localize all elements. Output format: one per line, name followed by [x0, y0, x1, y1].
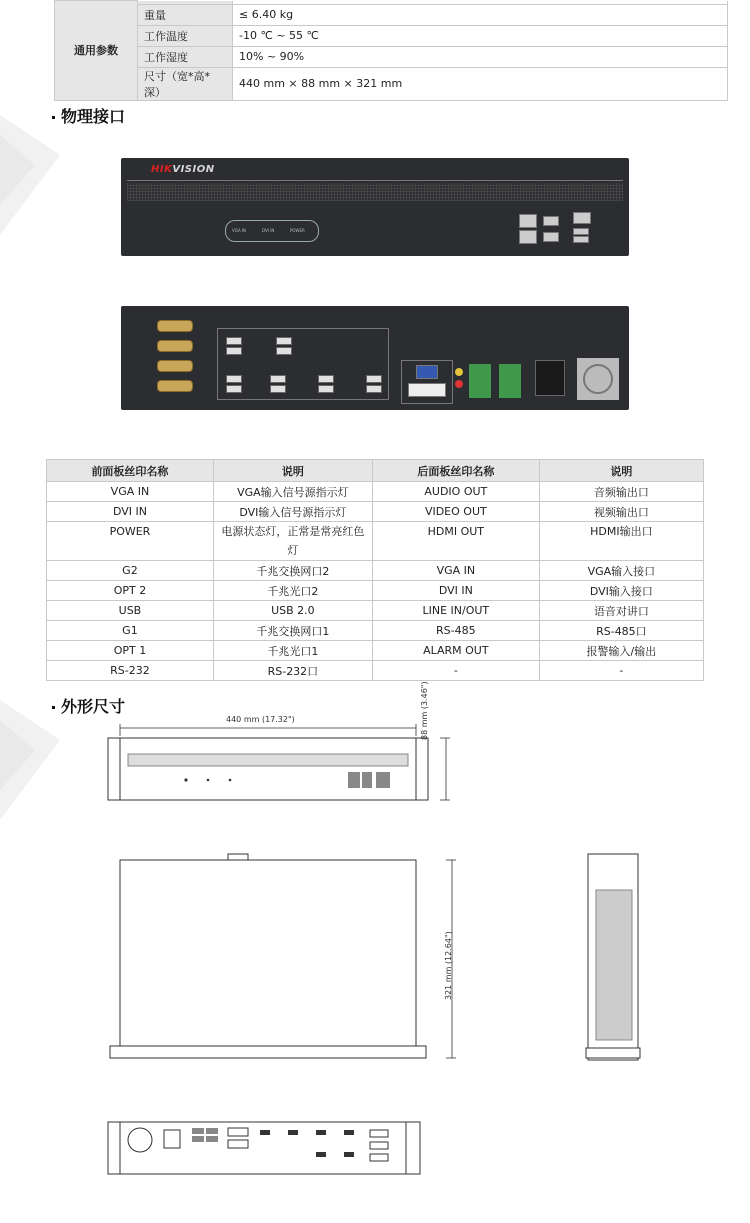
bullet-icon: [52, 706, 55, 709]
depth-dimension-label: 321 mm (12.64"): [444, 931, 453, 1000]
hdmi-port-icon: [226, 347, 242, 355]
terminal-block-icon: [469, 364, 491, 398]
table-row: [47, 502, 704, 522]
dsub-connector-icon: [157, 380, 193, 392]
audio-jack-icon: [455, 380, 463, 388]
dvi-port-icon: [408, 383, 446, 397]
table-row: [47, 482, 704, 502]
section-heading-dimensions: 外形尺寸: [52, 694, 125, 717]
width-dimension-label: 440 mm (17.32"): [226, 715, 295, 724]
vent-grille: [127, 183, 623, 201]
table-cell: ALARM OUT: [372, 641, 539, 661]
interface-table: [46, 459, 704, 681]
terminal-block-icon: [499, 364, 521, 398]
table-cell: 电源状态灯，正常是常亮红色灯: [213, 522, 372, 561]
power-inlet-icon: [535, 360, 565, 396]
table-cell: RS-232: [47, 661, 214, 681]
bullet-icon: [52, 116, 55, 119]
table-cell: HDMI OUT: [372, 522, 539, 561]
hdmi-port-icon: [318, 375, 334, 383]
column-header: 后面板丝印名称: [372, 460, 539, 482]
hdmi-port-icon: [366, 385, 382, 393]
spec-value: -10 ℃ ~ 55 ℃: [233, 25, 728, 46]
table-cell: 音频输出口: [539, 482, 703, 502]
spec-key: 工作温度: [138, 25, 233, 46]
table-cell: OPT 2: [47, 581, 214, 601]
hdmi-port-icon: [270, 385, 286, 393]
general-spec-table: [54, 0, 728, 101]
table-cell: USB 2.0: [213, 601, 372, 621]
rear-dimension-drawing: [104, 1118, 444, 1178]
height-dimension-label: 88 mm (3.46"): [420, 681, 429, 740]
rs232-port-icon: [573, 212, 591, 224]
table-row: [55, 46, 728, 67]
dsub-connector-icon: [157, 360, 193, 372]
fan-icon: [577, 358, 619, 400]
table-cell: DVI输入接口: [539, 581, 703, 601]
front-panel-image: [121, 158, 629, 256]
optical-port-icon: [543, 216, 559, 226]
table-row: [55, 4, 728, 25]
usb-port-icon: [573, 236, 589, 243]
dsub-connector-icon: [157, 340, 193, 352]
table-cell: 千兆交换网口1: [213, 621, 372, 641]
table-row: [47, 561, 704, 581]
table-row: [47, 581, 704, 601]
hdmi-port-icon: [270, 375, 286, 383]
table-cell: OPT 1: [47, 641, 214, 661]
vga-port-icon: [416, 365, 438, 379]
table-row: [47, 522, 704, 561]
hdmi-port-icon: [366, 375, 382, 383]
table-cell: RS-485: [372, 621, 539, 641]
table-cell: 千兆光口1: [213, 641, 372, 661]
table-row: [47, 601, 704, 621]
table-cell: AUDIO OUT: [372, 482, 539, 502]
column-header: 前面板丝印名称: [47, 460, 214, 482]
table-cell: HDMI输出口: [539, 522, 703, 561]
top-dimension-drawing: [100, 850, 470, 1070]
table-cell: 报警输入/输出: [539, 641, 703, 661]
table-cell: DVI输入信号源指示灯: [213, 502, 372, 522]
table-cell: G1: [47, 621, 214, 641]
table-cell: -: [539, 661, 703, 681]
table-row: [55, 25, 728, 46]
vga-dvi-area: [401, 360, 453, 404]
hdmi-port-icon: [318, 385, 334, 393]
spec-key: 尺寸（宽*高*深）: [138, 67, 233, 100]
ethernet-port-icon: [519, 230, 537, 244]
audio-jack-icon: [455, 368, 463, 376]
hdmi-port-icon: [276, 337, 292, 345]
rear-panel-image: [121, 306, 629, 410]
table-cell: DVI IN: [372, 581, 539, 601]
table-cell: VGA IN: [47, 482, 214, 502]
table-cell: G2: [47, 561, 214, 581]
table-cell: VGA IN: [372, 561, 539, 581]
table-cell: 千兆交换网口2: [213, 561, 372, 581]
usb-port-icon: [573, 228, 589, 235]
spec-value: 10% ~ 90%: [233, 46, 728, 67]
spec-key: 工作湿度: [138, 46, 233, 67]
table-cell: LINE IN/OUT: [372, 601, 539, 621]
brand-logo: HIKVISION: [151, 164, 215, 175]
section-heading-interfaces: 物理接口: [52, 104, 125, 127]
table-header-row: [47, 460, 704, 482]
side-dimension-drawing: [584, 848, 644, 1070]
table-cell: 视频输出口: [539, 502, 703, 522]
hdmi-output-area: [217, 328, 389, 400]
hdmi-port-icon: [276, 347, 292, 355]
table-cell: RS-232口: [213, 661, 372, 681]
table-cell: VGA输入接口: [539, 561, 703, 581]
spec-group-label: 通用参数: [55, 1, 138, 101]
spec-key: 重量: [138, 4, 233, 25]
table-cell: 语音对讲口: [539, 601, 703, 621]
hdmi-port-icon: [226, 337, 242, 345]
optical-port-icon: [543, 232, 559, 242]
column-header: 说明: [539, 460, 703, 482]
table-cell: 千兆光口2: [213, 581, 372, 601]
table-row: [55, 67, 728, 100]
table-cell: RS-485口: [539, 621, 703, 641]
dsub-connector-icon: [157, 320, 193, 332]
column-header: 说明: [213, 460, 372, 482]
ethernet-port-icon: [519, 214, 537, 228]
hdmi-port-icon: [226, 385, 242, 393]
table-row: [47, 641, 704, 661]
table-cell: USB: [47, 601, 214, 621]
table-row: [47, 661, 704, 681]
table-cell: VIDEO OUT: [372, 502, 539, 522]
table-row: [47, 621, 704, 641]
table-cell: -: [372, 661, 539, 681]
table-cell: VGA输入信号源指示灯: [213, 482, 372, 502]
led-panel: VGA IN DVI IN POWER: [225, 220, 319, 242]
table-cell: DVI IN: [47, 502, 214, 522]
table-cell: POWER: [47, 522, 214, 561]
hdmi-port-icon: [226, 375, 242, 383]
spec-value: ≤ 6.40 kg: [233, 4, 728, 25]
spec-value: 440 mm × 88 mm × 321 mm: [233, 67, 728, 100]
